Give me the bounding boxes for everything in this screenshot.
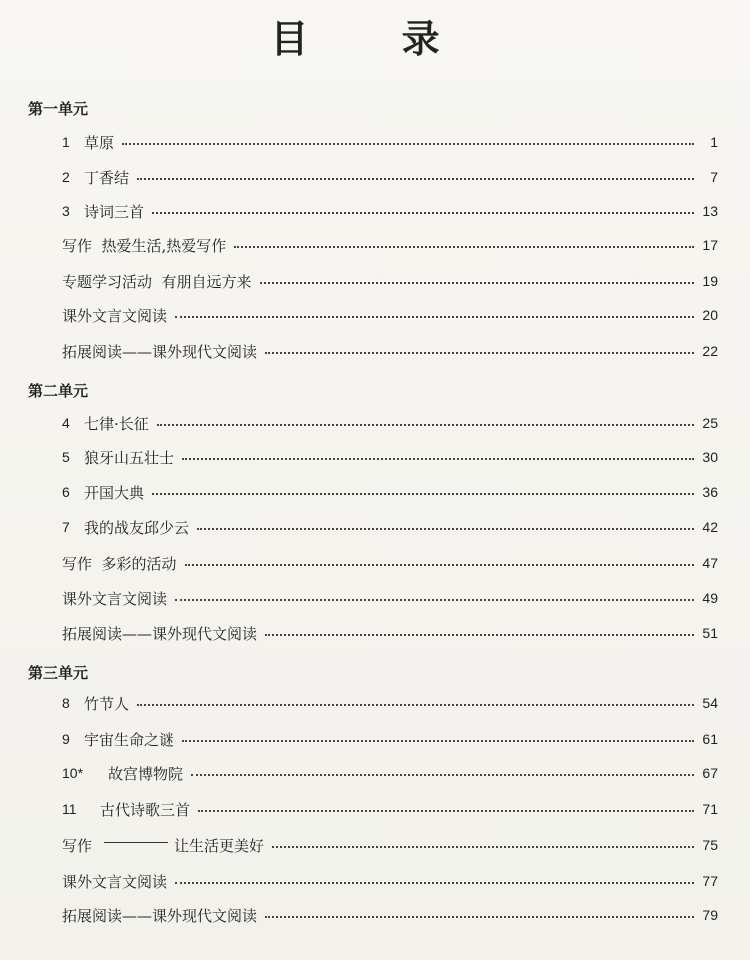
entry-title: 我的战友邱少云 [84,518,190,537]
entry-number: 9 [62,731,70,747]
entry-number: 7 [62,519,70,535]
entry-title: 七律·长征 [84,414,149,433]
toc-entry[interactable] [62,304,718,326]
dot-leader [260,282,694,284]
entry-page-number: 20 [702,307,718,323]
dot-leader [265,634,694,636]
dot-leader [152,493,694,495]
entry-page-number: 61 [702,731,718,747]
entry-page-number: 67 [702,765,718,781]
entry-page-number: 71 [702,801,718,817]
entry-title: 课外文言文阅读 [62,589,168,608]
toc-entry[interactable] [62,131,718,153]
dot-leader [175,316,694,318]
dot-leader [191,774,694,776]
toc-entry[interactable] [62,234,718,256]
toc-entry[interactable] [62,587,718,609]
dot-leader [272,846,694,848]
toc-entry[interactable] [62,446,718,468]
entry-number: 11 [62,801,77,817]
entry-number: 5 [62,449,70,465]
toc-entry[interactable] [62,904,718,926]
entry-number: 1 [62,134,70,150]
dot-leader [175,599,694,601]
unit-heading-3: 第三单元 [28,664,89,682]
entry-title: 开国大典 [84,483,145,502]
entry-number: 8 [62,695,70,711]
toc-entry[interactable] [62,340,718,362]
toc-entry[interactable] [62,870,718,892]
entry-page-number: 51 [702,625,718,641]
toc-entry[interactable] [62,798,718,820]
entry-title: 拓展阅读——课外现代文阅读 [62,342,258,361]
toc-entry[interactable] [62,516,718,538]
unit-heading-1: 第一单元 [28,100,89,118]
entry-number: 10* [62,765,84,781]
entry-title: 丁香结 [84,168,130,187]
entry-title: 让生活更美好 [174,836,265,855]
entry-number: 2 [62,169,70,185]
toc-entry[interactable] [62,481,718,503]
entry-title: 狼牙山五壮士 [84,448,175,467]
dot-leader [182,458,694,460]
entry-page-number: 75 [702,837,718,853]
fill-in-blank [104,842,168,843]
unit-heading-2: 第二单元 [28,382,89,400]
dot-leader [182,740,694,742]
entry-title: 故宫博物院 [108,764,184,783]
entry-title: 写作 多彩的活动 [62,554,177,573]
entry-page-number: 47 [702,555,718,571]
toc-entry[interactable] [62,200,718,222]
entry-title: 专题学习活动 有朋自远方来 [62,272,252,291]
entry-title: 课外文言文阅读 [62,306,168,325]
entry-page-number: 22 [702,343,718,359]
entry-page-number: 7 [710,169,718,185]
entry-page-number: 19 [702,273,718,289]
entry-title: 拓展阅读——课外现代文阅读 [62,624,258,643]
entry-page-number: 79 [702,907,718,923]
toc-entry[interactable] [62,762,718,784]
entry-number: 4 [62,415,70,431]
entry-number: 6 [62,484,70,500]
entry-title: 拓展阅读——课外现代文阅读 [62,906,258,925]
dot-leader [137,178,694,180]
toc-entry[interactable] [62,622,718,644]
toc-entry[interactable] [62,552,718,574]
entry-title: 诗词三首 [84,202,145,221]
toc-entry[interactable] [62,692,718,714]
entry-page-number: 13 [702,203,718,219]
entry-title: 写作 热爱生活,热爱写作 [62,236,227,255]
dot-leader [137,704,694,706]
toc-entry[interactable] [62,728,718,750]
dot-leader [234,246,694,248]
entry-number: 3 [62,203,70,219]
entry-title: 草原 [84,133,115,152]
dot-leader [122,143,694,145]
entry-page-number: 25 [702,415,718,431]
entry-page-number: 77 [702,873,718,889]
dot-leader [265,916,694,918]
entry-page-number: 42 [702,519,718,535]
entry-title: 古代诗歌三首 [100,800,191,819]
dot-leader [175,882,694,884]
entry-page-number: 30 [702,449,718,465]
entry-title: 竹节人 [84,694,130,713]
entry-title: 课外文言文阅读 [62,872,168,891]
dot-leader [197,528,694,530]
entry-title-prefix: 写作 [62,836,93,855]
entry-title: 宇宙生命之谜 [84,730,175,749]
entry-page-number: 49 [702,590,718,606]
entry-page-number: 36 [702,484,718,500]
dot-leader [157,424,694,426]
toc-entry[interactable] [62,412,718,434]
dot-leader [265,352,694,354]
toc-entry[interactable] [62,834,718,856]
dot-leader [198,810,694,812]
toc-entry[interactable] [62,166,718,188]
dot-leader [185,564,694,566]
toc-entry[interactable] [62,270,718,292]
page-title: 目 录 [270,16,480,61]
dot-leader [152,212,694,214]
entry-page-number: 54 [702,695,718,711]
entry-page-number: 1 [710,134,718,150]
entry-page-number: 17 [702,237,718,253]
